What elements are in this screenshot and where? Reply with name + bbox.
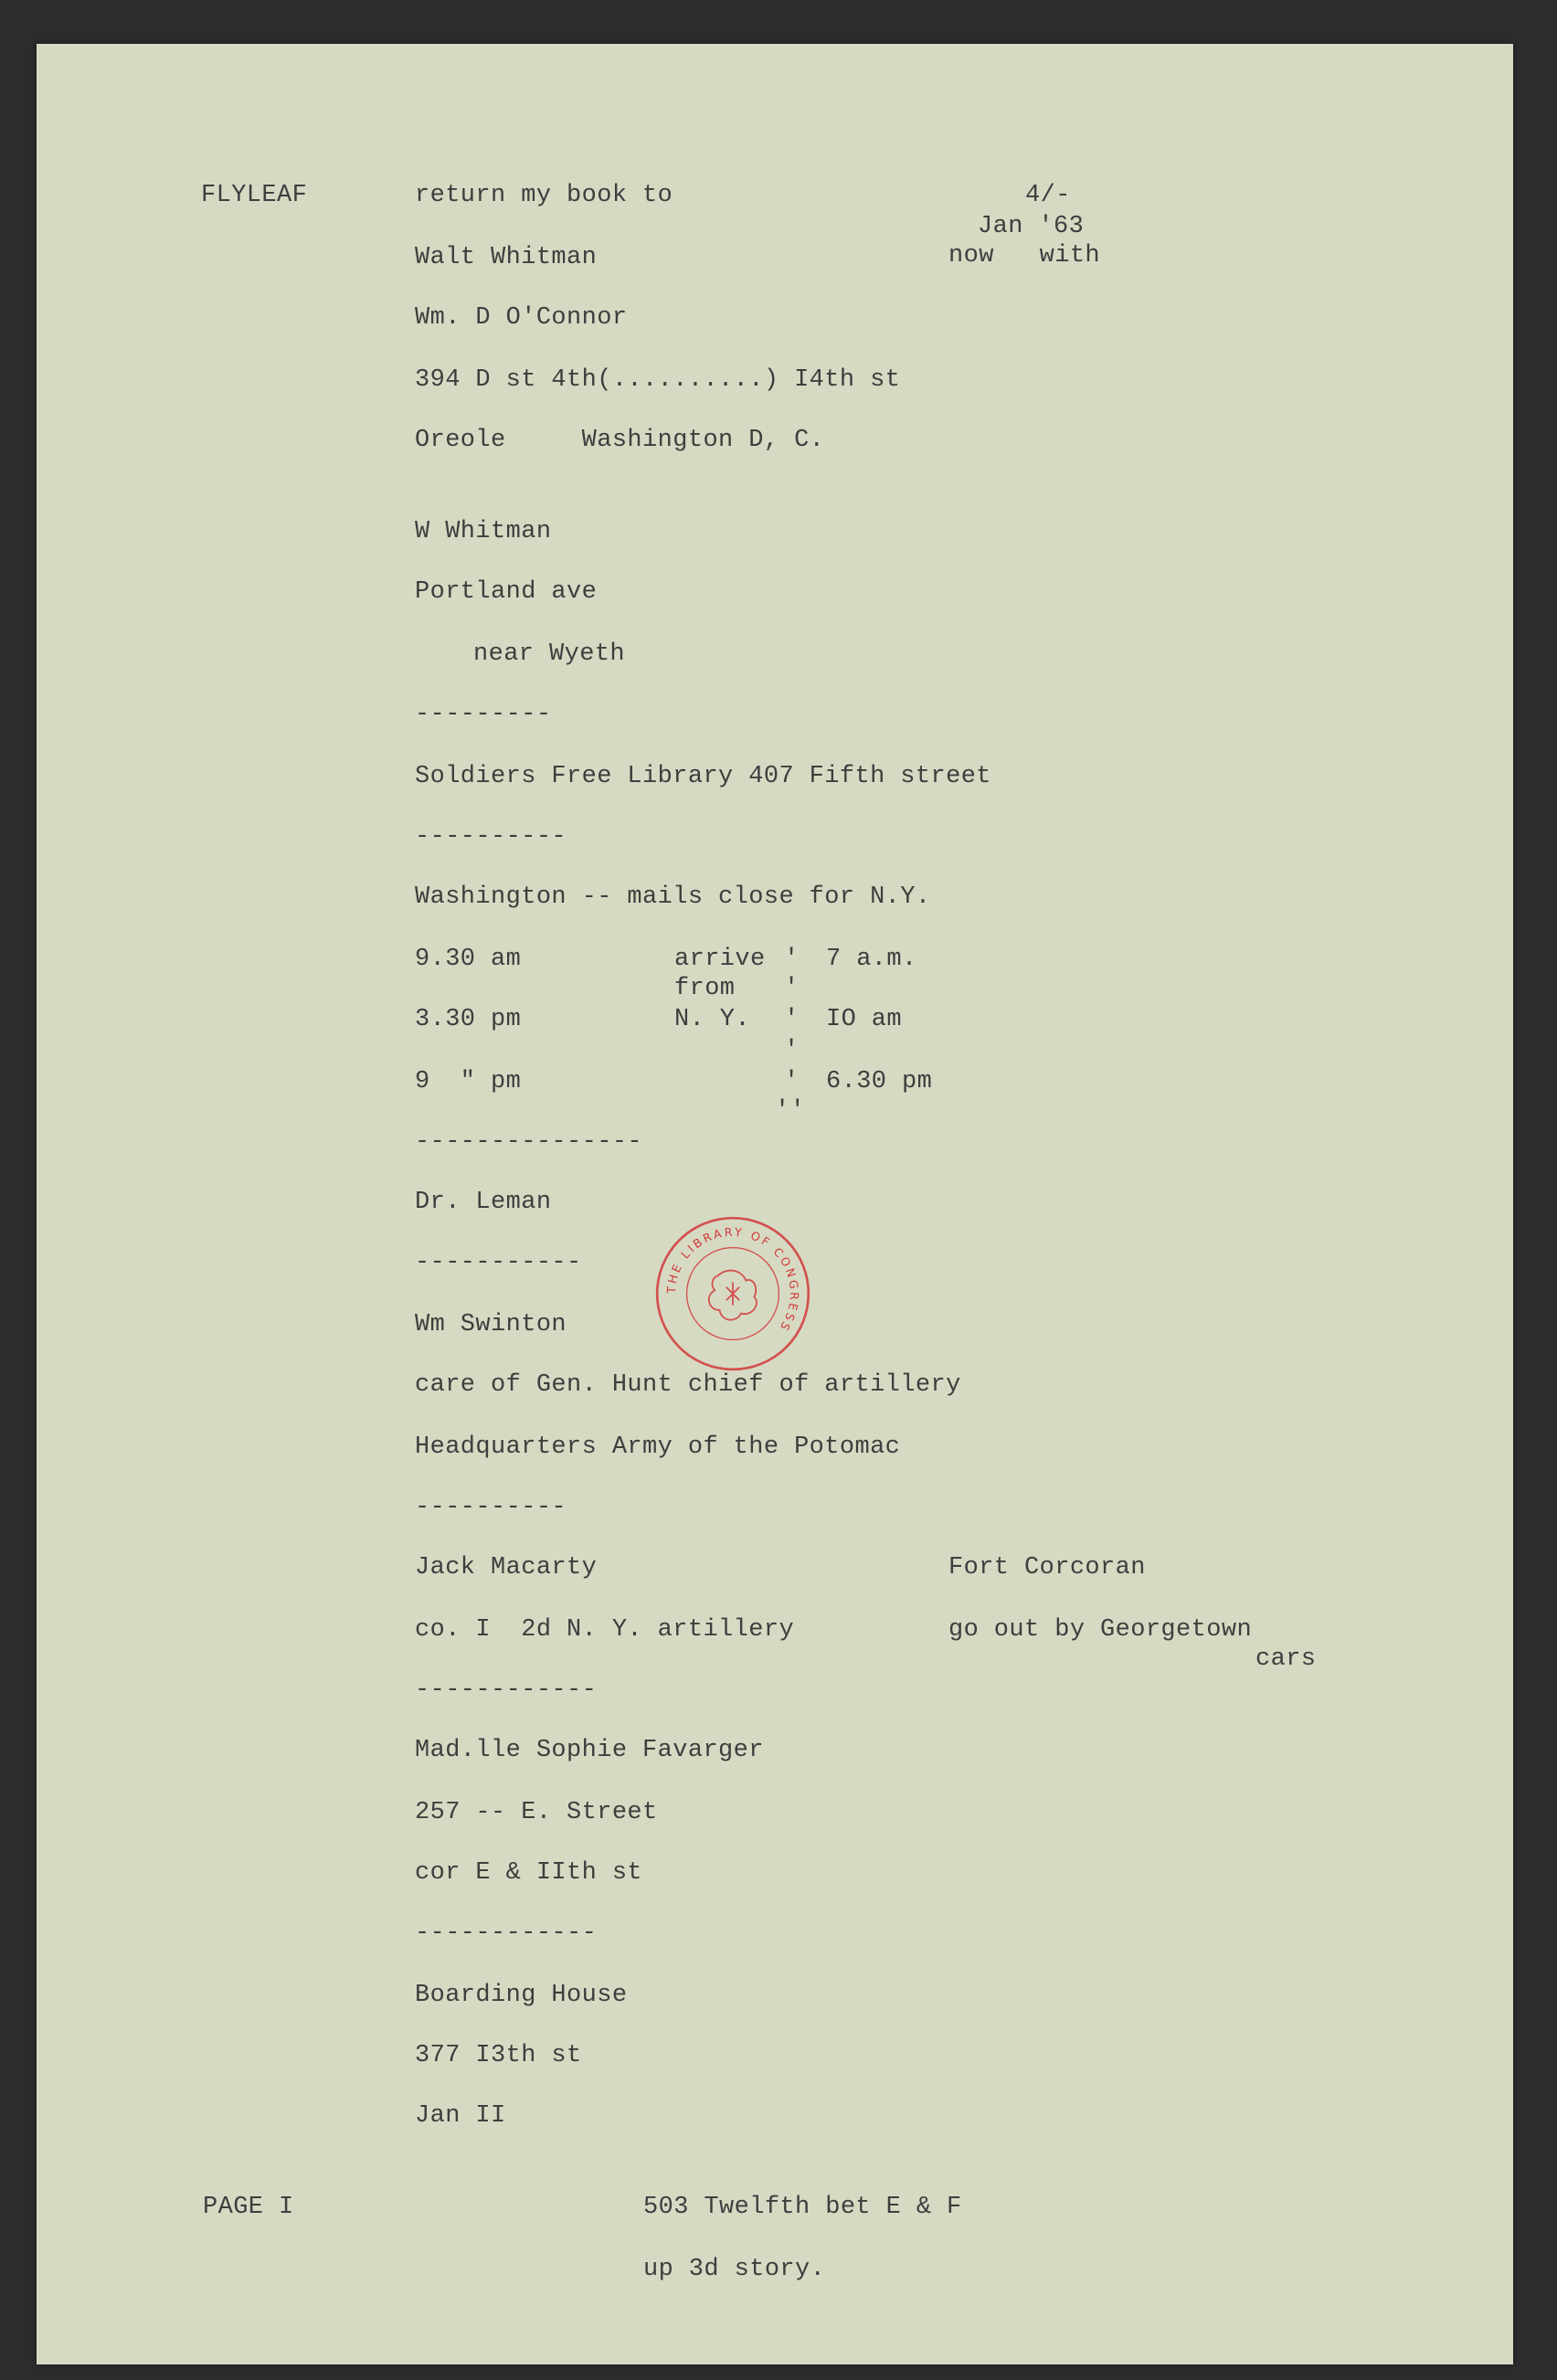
text-line: Soldiers Free Library 407 Fifth street <box>415 763 991 790</box>
mail-close-time: 3.30 pm <box>415 1006 522 1033</box>
directions-note: go out by Georgetown <box>948 1616 1253 1644</box>
note-date: Jan '63 <box>978 213 1085 240</box>
library-stamp <box>651 1211 815 1376</box>
text-line: cor E & IIth st <box>415 1859 643 1887</box>
text-line: Wm Swinton <box>415 1311 567 1338</box>
arrive-label: N. Y. <box>674 1006 751 1033</box>
divider: ------------ <box>415 1920 598 1947</box>
text-line: Dr. Leman <box>415 1189 552 1216</box>
text-line: Jack Macarty <box>415 1554 598 1581</box>
text-line: Portland ave <box>415 578 598 606</box>
arrive-label: arrive <box>674 946 766 973</box>
mail-close-time: 9 " pm <box>415 1068 522 1095</box>
text-line: Washington -- mails close for N.Y. <box>415 883 931 911</box>
separator-mark: ' <box>784 1068 800 1095</box>
mail-close-time: 9.30 am <box>415 946 522 973</box>
text-line: care of Gen. Hunt chief of artillery <box>415 1371 961 1399</box>
divider: ---------- <box>415 1494 567 1521</box>
note-now-with: now with <box>948 242 1101 270</box>
note-amount: 4/- <box>1025 182 1071 209</box>
separator-mark: ' <box>784 1006 800 1033</box>
text-line: Mad.lle Sophie Favarger <box>415 1737 764 1764</box>
text-line: Wm. D O'Connor <box>415 304 628 332</box>
mail-arrive-time: 6.30 pm <box>826 1068 933 1095</box>
separator-mark: ' <box>784 946 800 973</box>
footer-address: 503 Twelfth bet E & F <box>643 2194 962 2221</box>
divider: ----------- <box>415 1249 582 1276</box>
text-line: 394 D st 4th(..........) I4th st <box>415 366 901 394</box>
separator-mark: ' <box>784 1037 800 1064</box>
text-line: 377 I3th st <box>415 2042 582 2069</box>
paper-sheet <box>37 44 1513 2364</box>
divider: --------- <box>415 701 552 728</box>
stamp-ring-text <box>664 1225 801 1335</box>
mail-arrive-time: IO am <box>826 1006 903 1033</box>
footer-floor: up 3d story. <box>643 2256 826 2283</box>
text-line: Jan II <box>415 2102 506 2130</box>
separator-mark: '' <box>775 1097 806 1125</box>
fort-note: Fort Corcoran <box>948 1554 1146 1581</box>
text-line: Oreole Washington D, C. <box>415 427 825 454</box>
directions-note-cont: cars <box>1255 1645 1317 1673</box>
divider: --------------- <box>415 1128 643 1156</box>
flyleaf-label: FLYLEAF <box>201 182 308 209</box>
arrive-label: from <box>674 975 736 1002</box>
text-line: Headquarters Army of the Potomac <box>415 1433 901 1461</box>
stamp-ring-textpath: THE LIBRARY OF CONGRESS <box>663 1224 802 1336</box>
divider: ---------- <box>415 823 567 851</box>
text-line: co. I 2d N. Y. artillery <box>415 1616 795 1644</box>
text-line: 257 -- E. Street <box>415 1799 658 1826</box>
separator-mark: ' <box>784 975 800 1002</box>
text-line: Boarding House <box>415 1982 628 2009</box>
divider: ------------ <box>415 1677 598 1704</box>
page-label: PAGE I <box>203 2194 294 2221</box>
text-line: near Wyeth <box>473 640 626 668</box>
mail-arrive-time: 7 a.m. <box>826 946 917 973</box>
text-line: W Whitman <box>415 518 552 545</box>
text-line: Walt Whitman <box>415 244 598 271</box>
text-line: return my book to <box>415 182 673 209</box>
